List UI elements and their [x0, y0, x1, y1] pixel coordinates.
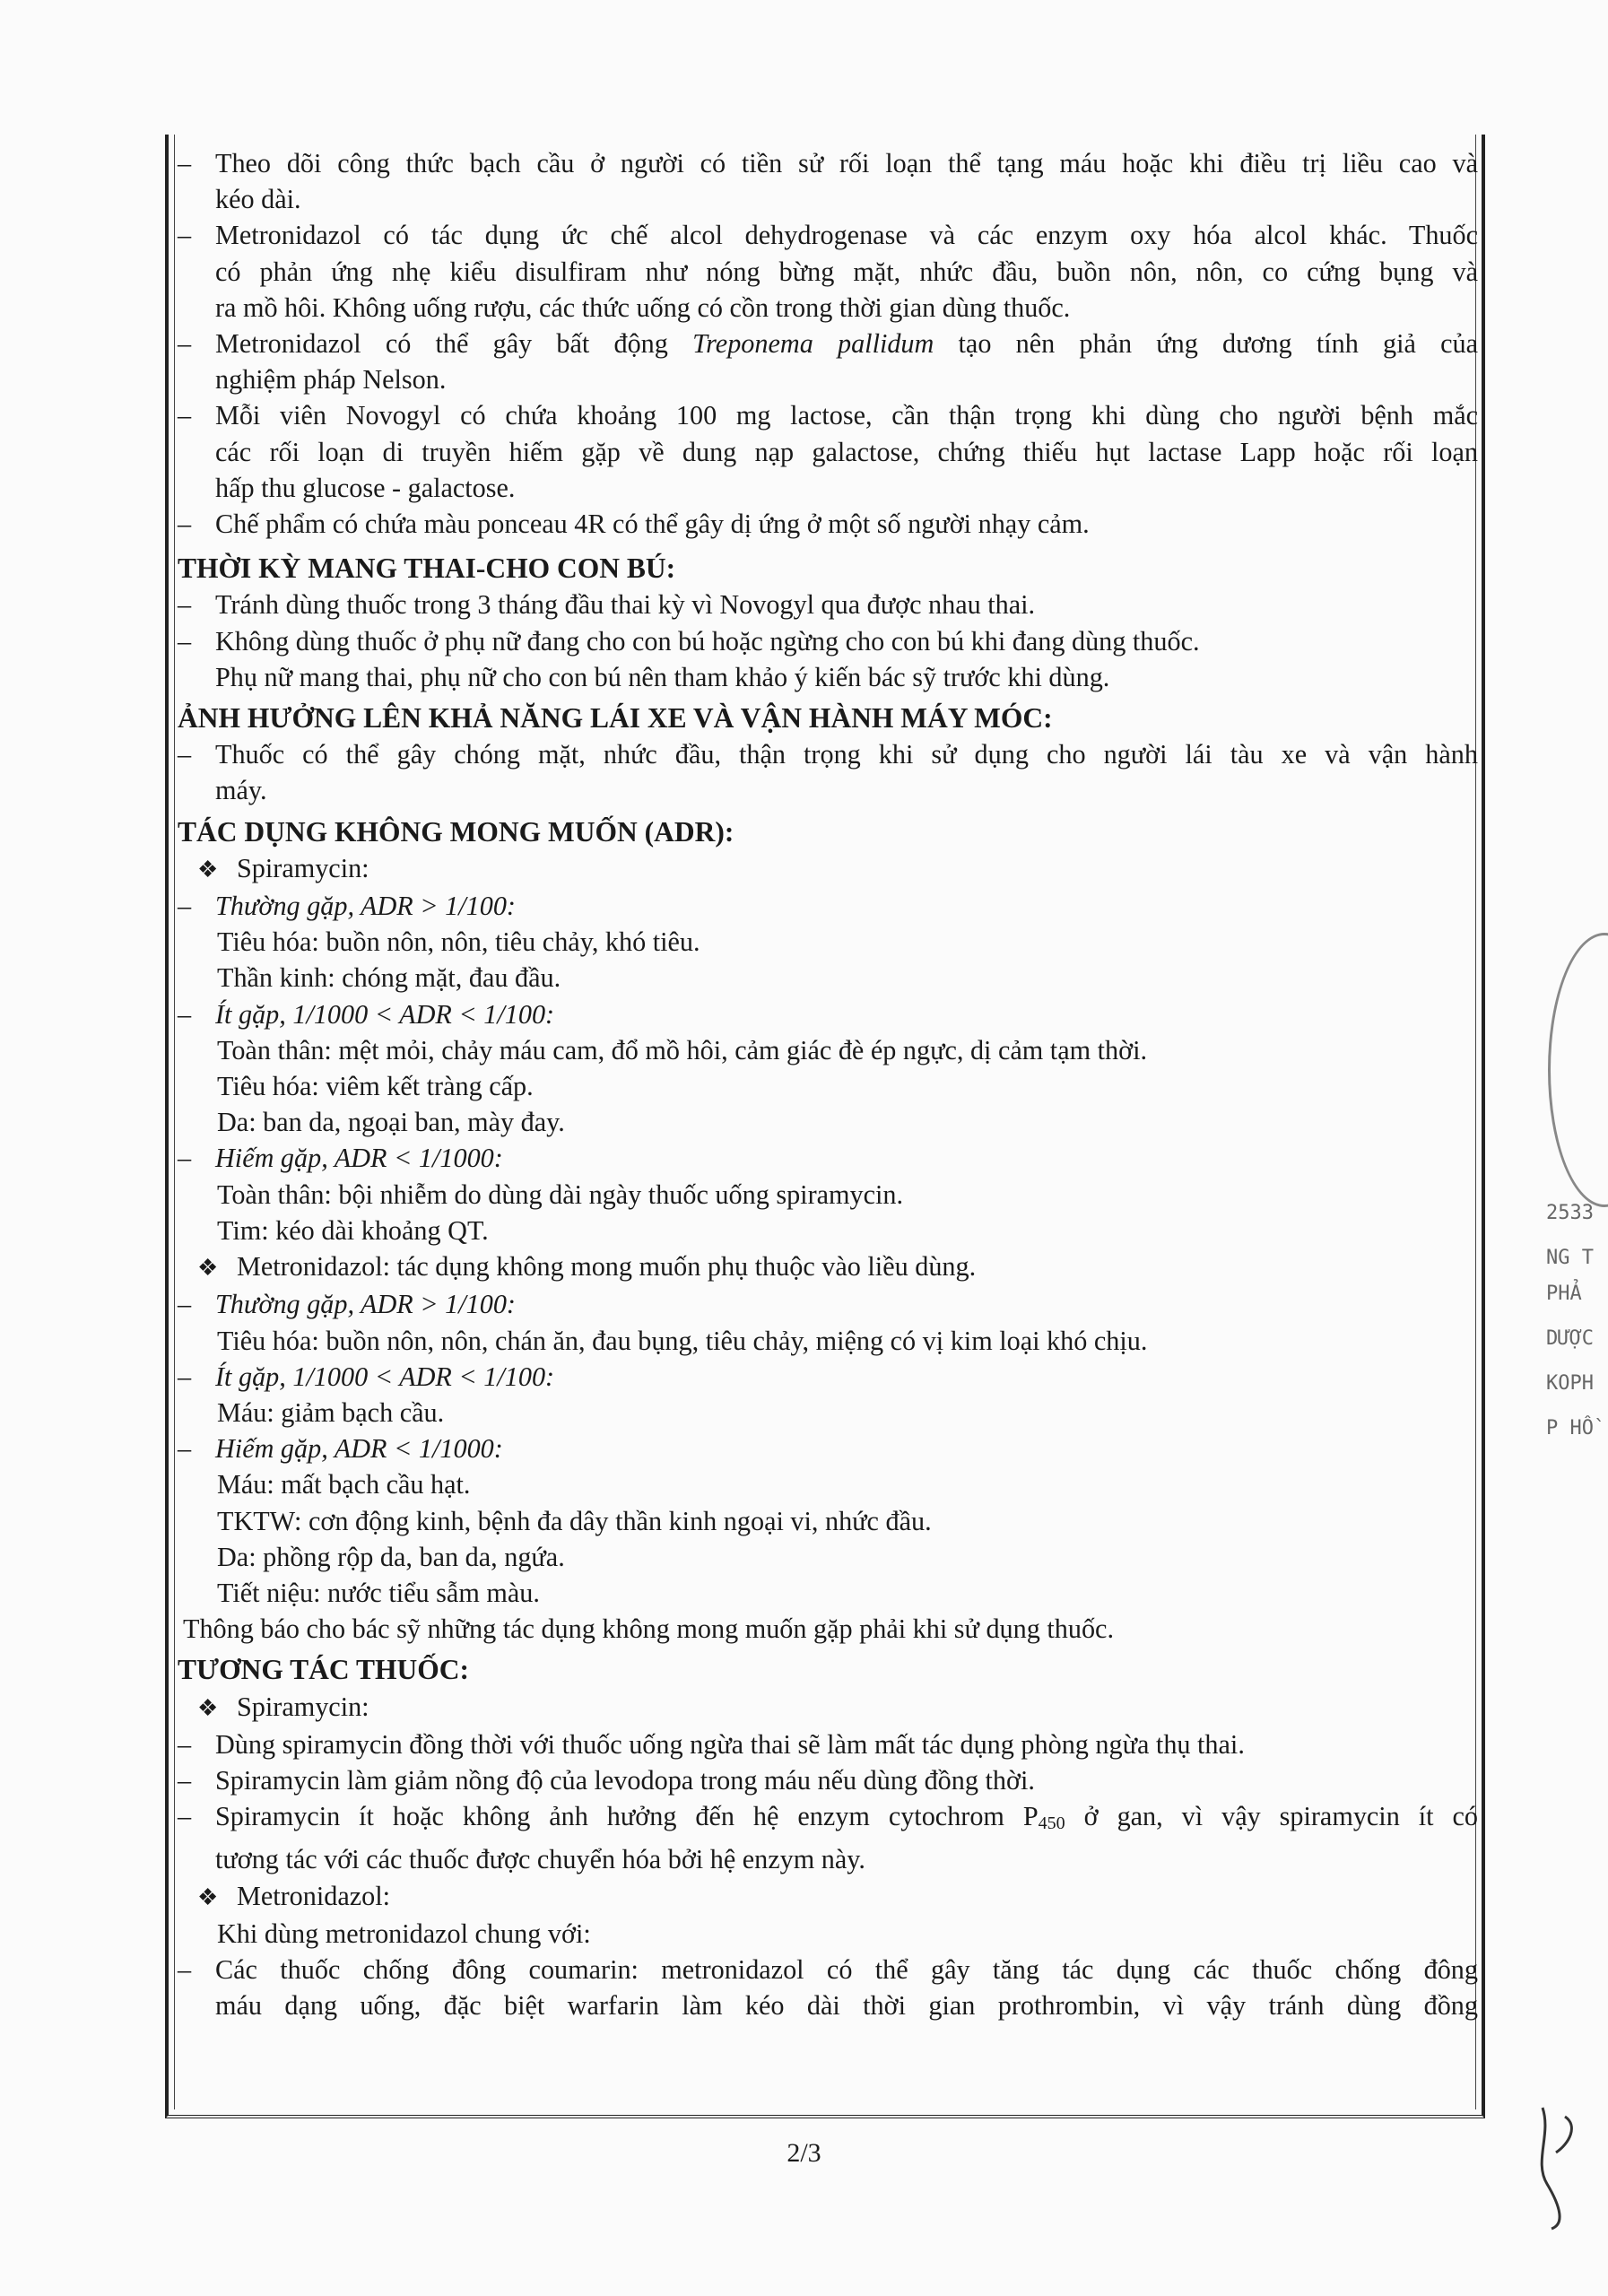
adr-me-common: Thường gặp, ADR > 1/100: [215, 1289, 516, 1320]
precaution-line: các rối loạn di truyền hiếm gặp về dung nạp galactose, chứng thiếu hụt lactase Lapp hoặc rối loạn [215, 436, 1478, 467]
heading-interactions: TƯƠNG TÁC THUỐC: [178, 1654, 469, 1686]
precaution-line: – Metronidazol có tác dụng ức chế alcol dehydrogenase và các enzym oxy hóa alcol khác. Thuốc [178, 220, 1478, 251]
pregnancy-line-3: Phụ nữ mang thai, phụ nữ cho con bú nên tham khảo ý kiến bác sỹ trước khi dùng. [215, 661, 1110, 692]
int-line-7: máu dạng uống, đặc biệt warfarin làm kéo dài thời gian prothrombin, vì vậy tránh dùng đồng [215, 1990, 1478, 2022]
diamond-bullet-icon: ❖ [197, 856, 219, 883]
adr-sp-uncommon-2: Tiêu hóa: viêm kết tràng cấp. [217, 1071, 534, 1102]
adr-sp-common-1: Tiêu hóa: buồn nôn, nôn, tiêu chảy, khó tiêu. [217, 926, 700, 958]
adr-notice: Thông báo cho bác sỹ những tác dụng không mong muốn gặp phải khi sử dụng thuốc. [183, 1613, 1114, 1645]
adr-sp-rare: Hiếm gặp, ADR < 1/1000: [215, 1143, 503, 1174]
int-spiramycin: Spiramycin: [237, 1691, 369, 1722]
precaution-line: – Theo dõi công thức bạch cầu ở người có tiền sử rối loạn thể tạng máu hoặc khi điều trị liều cao và [178, 148, 1478, 178]
diamond-bullet-icon: ❖ [197, 1255, 219, 1282]
adr-me-uncommon: Ít gặp, 1/1000 < ADR < 1/100: [215, 1361, 555, 1392]
stamp-seal: 2533 NG T PHẢ DƯỢC KOPH P HỒ [1539, 933, 1608, 1471]
adr-me-common-1: Tiêu hóa: buồn nôn, nôn, chán ăn, đau bụng, tiêu chảy, miệng có vị kim loại khó chịu. [217, 1325, 1148, 1356]
adr-me-rare-3: Da: phồng rộp da, ban da, ngứa. [217, 1541, 565, 1572]
adr-sp-uncommon: Ít gặp, 1/1000 < ADR < 1/100: [215, 998, 555, 1030]
pregnancy-line-1: Tránh dùng thuốc trong 3 tháng đầu thai kỳ vì Novogyl qua được nhau thai. [215, 589, 1036, 621]
diamond-bullet-icon: ❖ [197, 1694, 219, 1721]
adr-sp-uncommon-1: Toàn thân: mệt mỏi, chảy máu cam, đổ mồ hôi, cảm giác đè ép ngực, dị cảm tạm thời. [217, 1034, 1148, 1065]
int-metronidazol: Metronidazol: [237, 1880, 391, 1911]
driving-line-2: máy. [215, 775, 267, 806]
int-line-6: Các thuốc chống đông coumarin: metronidazol có thể gây tăng tác dụng các thuốc chống đông [215, 1953, 1478, 1985]
int-line-3-sub: 450 [1038, 1813, 1065, 1834]
signature-mark [1516, 2099, 1587, 2233]
heading-pregnancy: THỜI KỲ MANG THAI-CHO CON BÚ: [178, 552, 676, 585]
driving-line-1: Thuốc có thể gây chóng mặt, nhức đầu, thận trọng khi sử dụng cho người lái tàu xe và vận hành [215, 739, 1478, 770]
adr-metronidazol: Metronidazol: tác dụng không mong muốn phụ thuộc vào liều dùng. [237, 1251, 977, 1283]
precaution-line: ra mồ hôi. Không uống rượu, các thức uống có cồn trong thời gian dùng thuốc. [215, 291, 1071, 323]
adr-spiramycin: Spiramycin: [237, 852, 369, 883]
int-line-1: Dùng spiramycin đồng thời với thuốc uống ngừa thai sẽ làm mất tác dụng phòng ngừa thụ thai. [215, 1728, 1245, 1760]
precautions-list [178, 145, 1478, 542]
page-number: 2/3 [787, 2138, 821, 2168]
precaution-line: – Mỗi viên Novogyl có chứa khoảng 100 mg lactose, cần thận trọng khi dùng cho người bệnh mắc [178, 400, 1478, 431]
adr-me-rare: Hiếm gặp, ADR < 1/1000: [215, 1433, 503, 1465]
precaution-line: – Metronidazol có thể gây bất động Treponema pallidum tạo nên phản ứng dương tính giả của [178, 328, 1478, 360]
int-line-4: tương tác với các thuốc được chuyển hóa bởi hệ enzym này. [215, 1844, 865, 1875]
adr-me-rare-2: TKTW: cơn động kinh, bệnh đa dây thần kinh ngoại vi, nhức đầu. [217, 1505, 932, 1536]
precaution-line: nghiệm pháp Nelson. [215, 364, 447, 396]
document-body: – Theo dõi công thức bạch cầu ở người có tiền sử rối loạn thể tạng máu hoặc khi điều trị liều cao và kéo dài. – Metronidazol có tác dụng ức chế alcol dehydrogenase và các enzym oxy hóa alcol khác. Thuốc có phản ứng nhẹ kiểu disulfiram như nóng bừng mặt, nhức đầu, buồn nôn, nôn, co cứng bụng và ra mồ hôi. Không uống rượu, các thức uống có cồn trong thời gian dùng thuốc. – Metronidazol có thể gây bất động Treponema pallidum tạo nên phản ứng dương tính giả của nghiệm pháp Nelson. – Mỗi viên Novogyl có chứa khoảng 100 mg lactose, cần thận trọng khi dùng cho người bệnh mắc các rối loạn di truyền hiếm gặp về dung nạp galactose, chứng thiếu hụt lactase Lapp hoặc rối loạn hấp thu glucose - galactose. – Chế phẩm có chứa màu ponceau 4R có thể gây dị ứng ở một số người nhạy cảm. THỜI KỲ MANG THAI-CHO CON BÚ: – Tránh dùng thuốc trong 3 tháng đầu thai kỳ vì Novogyl qua được nhau thai. – Không dùng thuốc ở phụ nữ đang cho con bú hoặc ngừng cho con bú khi đang dùng thuốc. Phụ nữ mang thai, phụ nữ cho con bú nên tham khảo ý kiến bác sỹ trước khi dùng. ẢNH HƯỞNG LÊN KHẢ NĂNG LÁI XE VÀ VẬN HÀNH MÁY MÓC: – Thuốc có thể gây chóng mặt, nhức đầu, thận trọng khi sử dụng cho người lái tàu xe và vận hành máy. TÁC DỤNG KHÔNG MONG MUỐN (ADR): ❖ Spiramycin: – Thường gặp, ADR > 1/100: Tiêu hóa: buồn nôn, nôn, tiêu chảy, khó tiêu. Thần kinh: chóng mặt, đau đầu. – Ít gặp, 1/1000 < ADR < 1/100: Toàn thân: mệt mỏi, chảy máu cam, đổ mồ hôi, cảm giác đè ép ngực, dị cảm tạm thời. Tiêu hóa: viêm kết tràng cấp. Da: ban da, ngoại ban, mày đay. – Hiếm gặp, ADR < 1/1000: Toàn thân: bội nhiễm do dùng dài ngày thuốc uống spiramycin. Tim: kéo dài khoảng QT. ❖ Metronidazol: tác dụng không mong muốn phụ thuộc vào liều dùng. – Thường gặp, ADR > 1/100: Tiêu hóa: buồn nôn, nôn, chán ăn, đau bụng, tiêu chảy, miệng có vị kim loại khó chịu. – Ít gặp, 1/1000 < ADR < 1/100: Máu: giảm bạch cầu. – Hiếm gặp, ADR < 1/1000: Máu: mất bạch cầu hạt. TKTW: cơn động kinh, bệnh đa dây thần kinh ngoại vi, nhức đầu. Da: phồng rộp da, ban da, ngứa. Tiết niệu: nước tiểu sẫm màu. Thông báo cho bác sỹ những tác dụng không mong muốn gặp phải khi sử dụng thuốc. TƯƠNG TÁC THUỐC: ❖ Spiramycin: – Dùng spiramycin đồng thời với thuốc uống ngừa thai sẽ làm mất tác dụng phòng ngừa thụ thai. – Spiramycin làm giảm nồng độ của levodopa trong máu nếu dùng đồng thời. – Spiramycin ít hoặc không ảnh hưởng đến hệ enzym cytochrom $P_{450}$ ở gan, vì vậy spiramycin ít có tương tác với các thuốc được chuyển hóa bởi hệ enzym này. ❖ Metronidazol: Khi dùng metronidazol chung với: – Các thuốc chống đông coumarin: metronidazol có thể gây tăng tác dụng các thuốc chống đông máu dạng uống, đặc biệt warfarin làm kéo dài thời gian prothrombin, vì vậy tránh dùng đồng [178, 145, 1478, 2023]
adr-sp-rare-2: Tim: kéo dài khoảng QT. [217, 1214, 489, 1246]
heading-adr: TÁC DỤNG KHÔNG MONG MUỐN (ADR): [178, 815, 734, 848]
precaution-line: có phản ứng nhẹ kiểu disulfiram như nóng bừng mặt, nhức đầu, buồn nôn, nôn, co cứng bụng và [215, 256, 1478, 287]
adr-sp-uncommon-3: Da: ban da, ngoại ban, mày đay. [217, 1107, 565, 1138]
diamond-bullet-icon: ❖ [197, 1883, 219, 1910]
adr-sp-common-2: Thần kinh: chóng mặt, đau đầu. [217, 962, 561, 994]
adr-me-rare-1: Máu: mất bạch cầu hạt. [217, 1469, 471, 1500]
adr-sp-rare-1: Toàn thân: bội nhiễm do dùng dài ngày thuốc uống spiramycin. [217, 1178, 904, 1210]
adr-sp-common: Thường gặp, ADR > 1/100: [215, 891, 516, 922]
precaution-line: – Chế phẩm có chứa màu ponceau 4R có thể gây dị ứng ở một số người nhạy cảm. [178, 509, 1090, 540]
int-line-5: Khi dùng metronidazol chung với: [217, 1918, 591, 1949]
int-line-3a: Spiramycin ít hoặc không ảnh hưởng đến hệ enzym cytochrom P [215, 1801, 1039, 1832]
int-line-3b: ở gan, vì vậy spiramycin ít có [1065, 1801, 1478, 1832]
adr-me-uncommon-1: Máu: giảm bạch cầu. [217, 1396, 445, 1428]
precaution-line: kéo dài. [215, 184, 301, 215]
heading-driving: ẢNH HƯỞNG LÊN KHẢ NĂNG LÁI XE VÀ VẬN HÀNH MÁY MÓC: [178, 702, 1053, 735]
pregnancy-line-2: Không dùng thuốc ở phụ nữ đang cho con bú hoặc ngừng cho con bú khi đang dùng thuốc. [215, 625, 1200, 657]
adr-me-rare-4: Tiết niệu: nước tiểu sẫm màu. [217, 1577, 540, 1608]
int-line-2: Spiramycin làm giảm nồng độ của levodopa trong máu nếu dùng đồng thời. [215, 1764, 1035, 1796]
precaution-line: hấp thu glucose - galactose. [215, 472, 516, 503]
